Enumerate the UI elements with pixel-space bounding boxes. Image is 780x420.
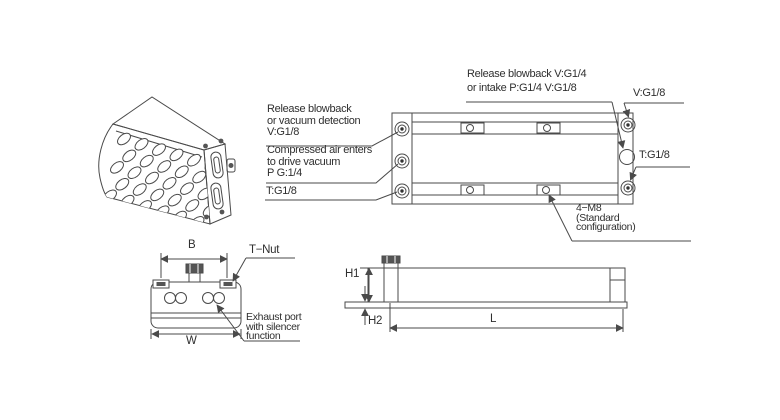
label-exhaust-port [246,313,301,342]
front-view-body [151,282,241,328]
label-line: or intake P:G1/4 V:G1/8 [467,82,577,94]
label-t-nut: T−Nut [249,244,280,256]
side-view [345,256,627,332]
label-line: with silencer [246,320,300,333]
isometric-view [99,97,235,230]
side-top-fitting [382,256,400,302]
label-release-intake [467,67,586,95]
label-line: (Standard [576,211,620,224]
label-compressed-air [267,145,372,180]
label-v-port-right: V:G1/8 [633,87,666,99]
label-line: P G:1/4 [267,167,302,179]
dim-label-b: B [188,239,196,251]
iso-end-slots [210,151,224,209]
label-line: or vacuum detection [267,114,361,127]
label-line: V:G1/8 [267,126,300,138]
exhaust-ports [165,293,225,304]
dim-label-h1: H1 [345,268,360,280]
dim-label-h2: H2 [368,315,383,327]
iso-side-fitting [227,159,235,172]
left-end-ports [395,122,409,198]
t-nut-left [153,280,169,288]
label-t-port-right: T:G1/8 [639,149,670,161]
side-view-body [368,268,625,302]
front-top-fitting [186,264,203,282]
label-release-vacuum [267,104,360,139]
label-line: to drive vacuum [267,155,341,168]
label-t-port-left: T:G1/8 [266,185,297,197]
iso-top-face [113,97,225,150]
label-line: Exhaust port [246,311,302,323]
label-line: Release blowback V:G1/4 [467,68,587,80]
top-view-body [392,113,633,204]
dim-label-w: W [186,335,197,347]
label-line: Release blowback [267,103,352,115]
dim-label-l: L [490,313,497,325]
label-line: Compressed air enters [267,144,372,156]
label-mounting-4m8 [576,204,635,233]
label-line: 4−M8 [576,202,602,214]
silencer-plate [345,302,627,308]
t-nut-right [220,280,236,288]
label-line: function [246,330,281,342]
dim-l-lines [390,303,623,332]
label-line: configuration) [576,221,636,233]
